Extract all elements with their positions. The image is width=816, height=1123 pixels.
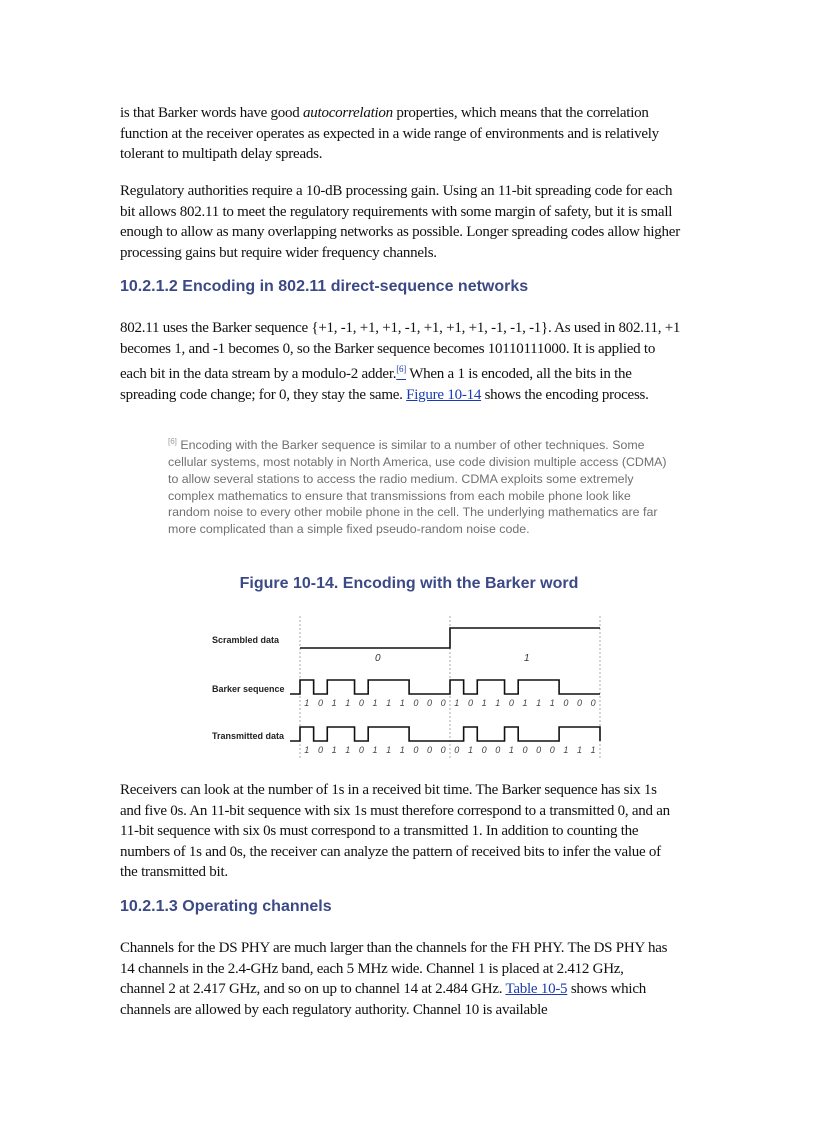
transmitted-bit-8: 0 — [413, 745, 419, 755]
heading-10-2-1-3: 10.2.1.3 Operating channels — [120, 898, 332, 915]
barker-bit-7: 1 — [399, 698, 405, 708]
footnote-ref-link[interactable]: [6] — [396, 364, 406, 374]
p1-text-end: properties, which means that the correlation function at the receiver operates as expected in a wide range of environments and is relatively tolerant to multipath delay spreads. — [120, 105, 659, 162]
transmitted-bit-17: 0 — [536, 745, 542, 755]
barker-bit-12: 0 — [467, 698, 473, 708]
barker-bit-14: 1 — [495, 698, 501, 708]
section-heading-channels — [120, 898, 680, 916]
barker-bit-9: 0 — [427, 698, 433, 708]
barker-bit-4: 0 — [358, 698, 364, 708]
p1-emphasis: autocorrelation — [303, 105, 393, 121]
transmitted-bit-19: 1 — [563, 745, 569, 755]
transmitted-bit-21: 1 — [590, 745, 596, 755]
transmitted-bit-1: 0 — [317, 745, 323, 755]
transmitted-bit-16: 0 — [522, 745, 528, 755]
barker-bit-8: 0 — [413, 698, 419, 708]
transmitted-bit-5: 1 — [372, 745, 378, 755]
p3-text-b: When a 1 is encoded, all the bits in the spreading code change; for 0, they stay the same. — [120, 366, 632, 403]
transmitted-bit-6: 1 — [386, 745, 392, 755]
transmitted-bit-14: 0 — [495, 745, 501, 755]
p5-text-a: Channels for the DS PHY are much larger than the channels for the FH PHY. The DS PHY has 14 channels in the 2.4-GHz band, each 5 MHz wide. Channel 1 is placed at 2.412 GHz, channel 2 at 2.417 GHz, and so on up to channel 14 at 2.484 GHz. — [120, 940, 668, 997]
transmitted-bit-4: 0 — [358, 745, 364, 755]
transmitted-bit-3: 1 — [345, 745, 351, 755]
p2-text: Regulatory authorities require a 10-dB processing gain. Using an 11-bit spreading code for each bit allows 802.11 to meet the regulatory requirements with some margin of safety, but it is small enough to allow as many overlapping networks as possible. Longer spreading codes allow higher processing gains but require wider frequency channels. — [120, 183, 680, 261]
paragraph-barker-sequence — [120, 318, 685, 405]
label-scrambled-data: Scrambled data — [212, 635, 280, 645]
scrambled-bit-1: 1 — [524, 653, 530, 664]
scrambled-data-waveform — [300, 628, 600, 648]
paragraph-processing-gain — [120, 181, 680, 263]
barker-encoding-diagram — [200, 610, 610, 765]
transmitted-bit-11: 0 — [454, 745, 460, 755]
transmitted-bit-7: 1 — [399, 745, 405, 755]
barker-bit-1: 0 — [317, 698, 323, 708]
barker-bit-20: 0 — [577, 698, 583, 708]
barker-bit-11: 1 — [454, 698, 460, 708]
barker-bit-2: 1 — [331, 698, 337, 708]
barker-bit-15: 0 — [508, 698, 514, 708]
barker-bit-16: 1 — [522, 698, 528, 708]
p4-text: Receivers can look at the number of 1s in a received bit time. The Barker sequence has six 1s and five 0s. An 11-bit sequence with six 1s must therefore correspond to a transmitted 0, and an 11-bit sequence with six 0s must correspond to a transmitted 1. In addition to counting the numbers of 1s and 0s, the receiver can analyze the pattern of received bits to infer the value of the transmitted bit. — [120, 782, 670, 880]
transmitted-bit-18: 0 — [549, 745, 555, 755]
barker-bit-17: 1 — [536, 698, 542, 708]
figure-10-14-link[interactable]: Figure 10-14 — [406, 386, 482, 403]
label-transmitted-data: Transmitted data — [212, 731, 285, 741]
barker-bit-3: 1 — [345, 698, 351, 708]
footnote-marker: [6] — [168, 437, 177, 446]
barker-sequence-waveform — [290, 680, 600, 694]
transmitted-bit-0: 1 — [304, 745, 310, 755]
transmitted-bit-20: 1 — [577, 745, 583, 755]
barker-bit-6: 1 — [386, 698, 392, 708]
footnote-6 — [168, 434, 668, 538]
p3-text-a: 802.11 uses the Barker sequence {+1, -1, +1, +1, -1, +1, +1, +1, -1, -1, -1}. As used in 802.11, +1 becomes 1, and -1 becomes 0, so the Barker sequence becomes 10110111000. It is applied to each bit in the data stream by a modulo-2 adder. — [120, 320, 681, 382]
barker-bit-21: 0 — [590, 698, 596, 708]
p3-text-c: shows the encoding process. — [481, 386, 649, 403]
heading-10-2-1-2: 10.2.1.2 Encoding in 802.11 direct-sequence networks — [120, 278, 529, 295]
p1-text-start: is that Barker words have good — [120, 105, 304, 121]
footnote-text: Encoding with the Barker sequence is similar to a number of other techniques. Some cellular systems, most notably in North America, use code division multiple access (CDMA) to allow several stations to access the radio medium. CDMA exploits some extremely complex mathematics to ensure that transmissions from each mobile phone look like random noise to every other mobile phone in the cell. The underlying mathematics are far more complicated than a simple fixed pseudo-random noise code. — [168, 438, 667, 537]
transmitted-bit-12: 1 — [467, 745, 473, 755]
figure-caption: Figure 10-14. Encoding with the Barker word — [239, 575, 579, 592]
section-heading-encoding — [120, 278, 680, 296]
paragraph-receivers — [120, 780, 680, 883]
paragraph-autocorrelation — [120, 103, 680, 165]
paragraph-channels — [120, 938, 672, 1020]
barker-bit-labels — [304, 698, 595, 708]
transmitted-bit-15: 1 — [508, 745, 514, 755]
scrambled-bit-0: 0 — [375, 653, 381, 664]
label-barker-sequence: Barker sequence — [212, 684, 285, 694]
barker-bit-13: 1 — [481, 698, 487, 708]
transmitted-bit-9: 0 — [427, 745, 433, 755]
transmitted-data-waveform — [290, 727, 600, 741]
transmitted-bit-2: 1 — [331, 745, 337, 755]
transmitted-bit-13: 0 — [481, 745, 487, 755]
barker-bit-19: 0 — [563, 698, 569, 708]
p5-text-b: shows which channels are allowed by each regulatory authority. Channel 10 is available — [120, 981, 646, 1018]
barker-bit-0: 1 — [304, 698, 310, 708]
table-10-5-link[interactable]: Table 10-5 — [505, 981, 568, 997]
barker-bit-5: 1 — [372, 698, 378, 708]
transmitted-bit-10: 0 — [440, 745, 446, 755]
barker-bit-10: 0 — [440, 698, 446, 708]
barker-bit-18: 1 — [549, 698, 555, 708]
